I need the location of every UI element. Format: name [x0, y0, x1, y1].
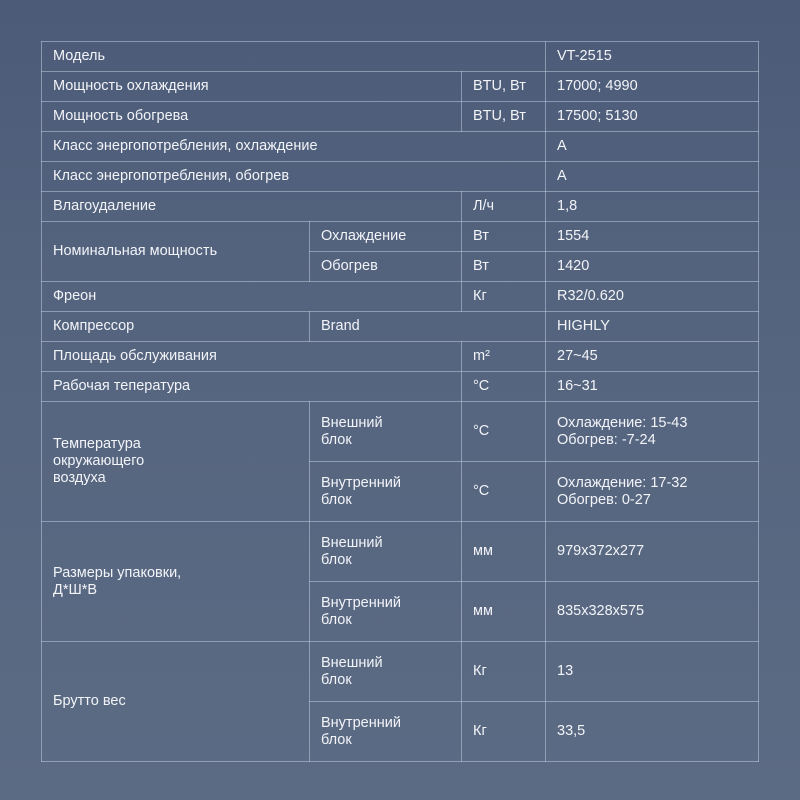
row-value: Охлаждение: 15-43 Обогрев: -7-24 [546, 402, 759, 462]
row-value: 979x372x277 [546, 522, 759, 582]
table-row-operating-temp [42, 372, 759, 402]
table-row-ambient-temp-outdoor [42, 402, 759, 462]
row-label: Влагоудаление [42, 192, 462, 222]
row-label: Класс энергопотребления, охлаждение [42, 132, 546, 162]
row-unit: °C [462, 462, 546, 522]
table-row-cooling-power [42, 72, 759, 102]
row-unit: BTU, Вт [462, 72, 546, 102]
row-label: Номинальная мощность [42, 222, 310, 282]
table-row-compressor [42, 312, 759, 342]
table-row-service-area [42, 342, 759, 372]
row-value: 1554 [546, 222, 759, 252]
row-value: R32/0.620 [546, 282, 759, 312]
row-unit: Л/ч [462, 192, 546, 222]
row-sublabel: Внутренний блок [310, 462, 462, 522]
table-row-dehumidification [42, 192, 759, 222]
row-value: 33,5 [546, 702, 759, 762]
row-unit: Вт [462, 252, 546, 282]
row-unit: Вт [462, 222, 546, 252]
row-value: A [546, 132, 759, 162]
row-sublabel: Обогрев [310, 252, 462, 282]
row-value: HIGHLY [546, 312, 759, 342]
row-label: Рабочая тепература [42, 372, 462, 402]
row-sublabel: Внешний блок [310, 402, 462, 462]
row-label: Температура окружающего воздуха [42, 402, 310, 522]
row-unit: мм [462, 522, 546, 582]
row-label: Брутто вес [42, 642, 310, 762]
row-unit: °C [462, 372, 546, 402]
row-label: Фреон [42, 282, 462, 312]
row-unit: BTU, Вт [462, 102, 546, 132]
row-value: 835x328x575 [546, 582, 759, 642]
row-label: Компрессор [42, 312, 310, 342]
row-unit: мм [462, 582, 546, 642]
table-row-model [42, 42, 759, 72]
row-unit: Кг [462, 642, 546, 702]
row-value: 13 [546, 642, 759, 702]
table-row-energy-class-cooling [42, 132, 759, 162]
row-value: 27~45 [546, 342, 759, 372]
row-label: Класс энергопотребления, обогрев [42, 162, 546, 192]
table-row-gross-weight-outdoor [42, 642, 759, 702]
row-value: A [546, 162, 759, 192]
row-value: Охлаждение: 17-32 Обогрев: 0-27 [546, 462, 759, 522]
row-label: Размеры упаковки, Д*Ш*В [42, 522, 310, 642]
spec-table [41, 41, 759, 762]
spec-table-container [41, 41, 758, 762]
row-unit: °C [462, 402, 546, 462]
row-sublabel: Внешний блок [310, 522, 462, 582]
row-unit: Кг [462, 282, 546, 312]
row-label: Мощность обогрева [42, 102, 462, 132]
row-label: Площадь обслуживания [42, 342, 462, 372]
row-value: VT-2515 [546, 42, 759, 72]
row-sublabel: Охлаждение [310, 222, 462, 252]
row-value: 16~31 [546, 372, 759, 402]
row-sublabel: Внутренний блок [310, 582, 462, 642]
row-sublabel: Brand [310, 312, 546, 342]
row-sublabel: Внутренний блок [310, 702, 462, 762]
row-label: Мощность охлаждения [42, 72, 462, 102]
row-value: 17000; 4990 [546, 72, 759, 102]
row-unit: Кг [462, 702, 546, 762]
table-row-package-size-outdoor [42, 522, 759, 582]
table-row-rated-power-cooling [42, 222, 759, 252]
table-row-refrigerant [42, 282, 759, 312]
row-sublabel: Внешний блок [310, 642, 462, 702]
row-value: 1,8 [546, 192, 759, 222]
table-row-heating-power [42, 102, 759, 132]
row-unit: m² [462, 342, 546, 372]
table-row-energy-class-heating [42, 162, 759, 192]
row-value: 1420 [546, 252, 759, 282]
row-label: Модель [42, 42, 546, 72]
row-value: 17500; 5130 [546, 102, 759, 132]
